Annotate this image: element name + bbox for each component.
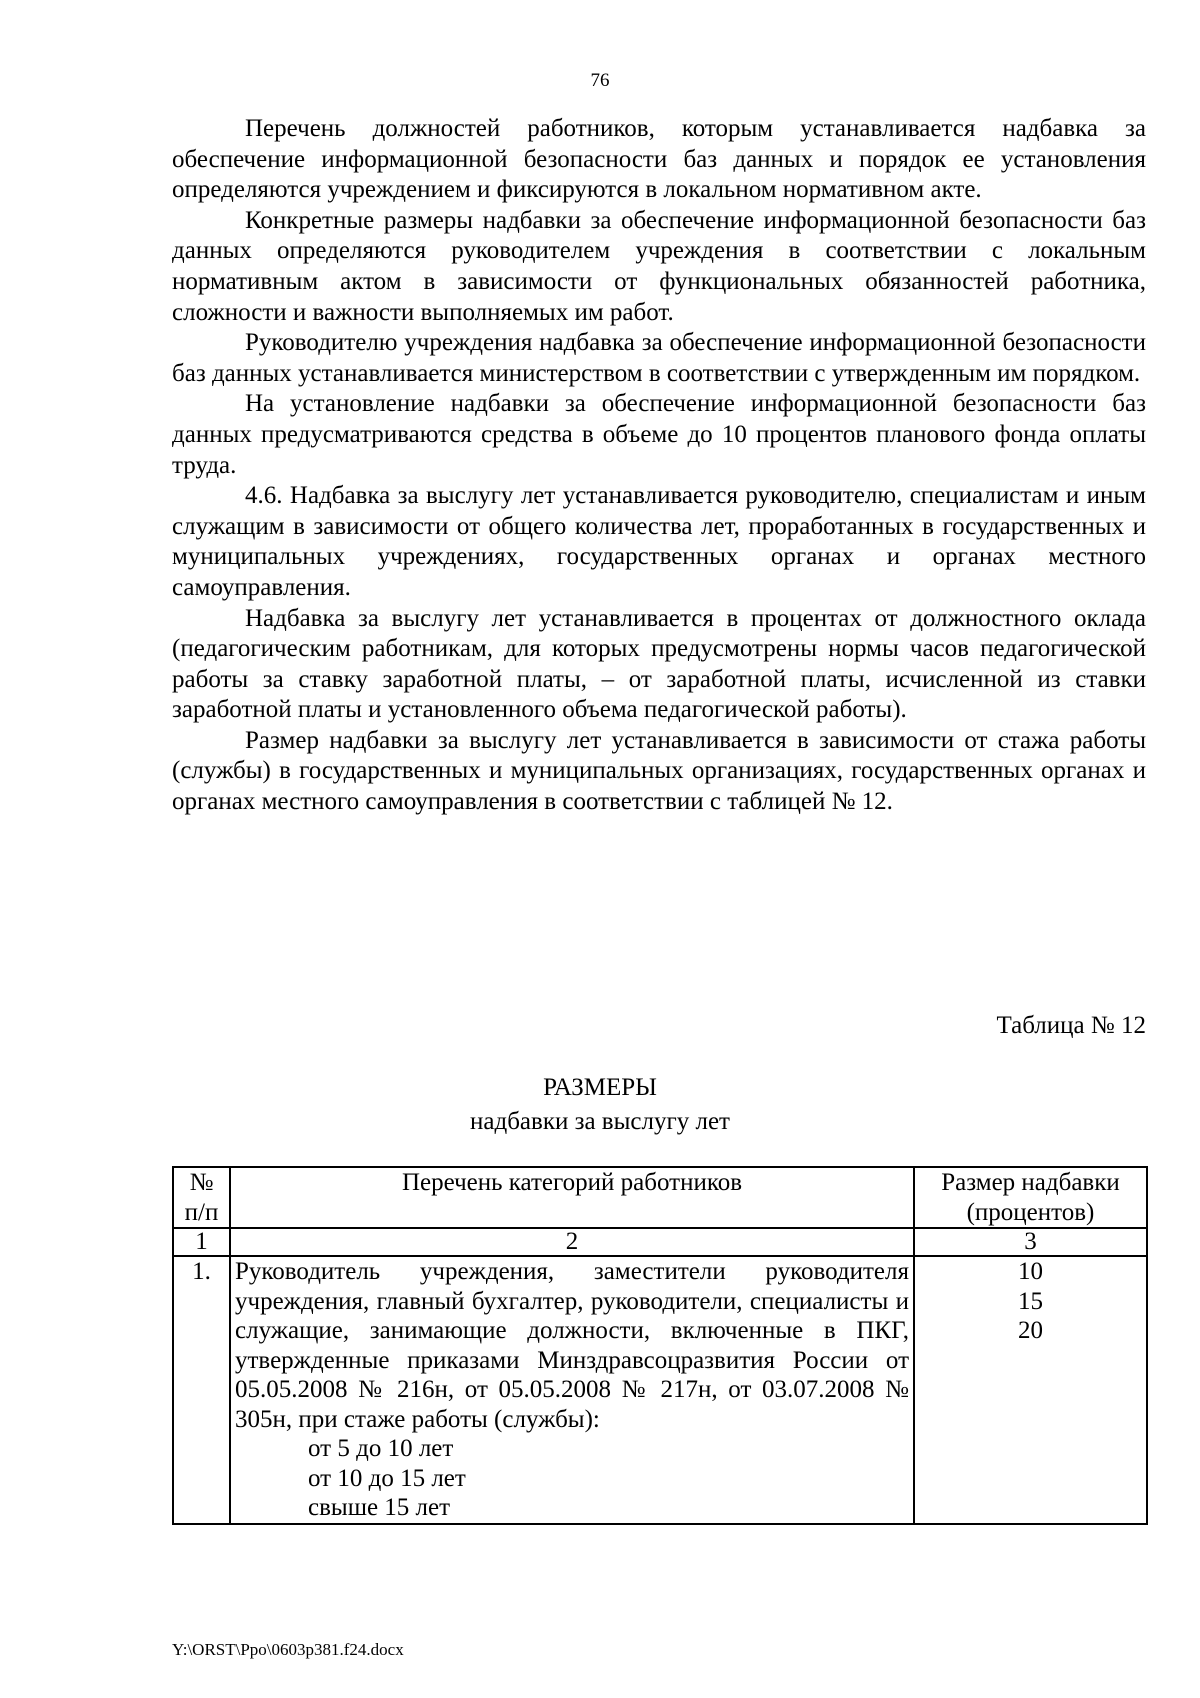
size-value-1: 10 bbox=[1018, 1258, 1043, 1285]
header-size-line1: Размер надбавки bbox=[941, 1169, 1120, 1196]
row-number: 1. bbox=[173, 1256, 230, 1524]
table-header-row bbox=[173, 1167, 1147, 1228]
header-size-line2: (процентов) bbox=[966, 1198, 1095, 1226]
seniority-range-3: свыше 15 лет bbox=[308, 1494, 451, 1521]
footer-file-path: Y:\ORST\Ppo\0603p381.f24.docx bbox=[172, 1640, 404, 1659]
index-cell-2: 2 bbox=[230, 1228, 914, 1256]
page-number: 76 bbox=[590, 70, 610, 91]
paragraph-5: 4.6. Надбавка за выслугу лет устанавливается руководителю, специалистам и иным служащим в зависимости от общего количества лет, проработанных в государственных и муниципальных учреждениях, государственных органах и органах местного самоуправления. bbox=[172, 482, 1146, 601]
paragraph-4: На установление надбавки за обеспечение информационной безопасности баз данных предусматриваются средства в объеме до 10 процентов планового фонда оплаты труда. bbox=[172, 390, 1146, 479]
row-category bbox=[230, 1256, 914, 1524]
table-row bbox=[173, 1256, 1147, 1524]
index-cell-3: 3 bbox=[914, 1228, 1147, 1256]
paragraph-1: Перечень должностей работников, которым устанавливается надбавка за обеспечение информационной безопасности баз данных и порядок ее установления определяются учреждением и фиксируются в локальном нормативном акте. bbox=[172, 115, 1146, 204]
header-size bbox=[914, 1167, 1147, 1228]
header-number-line2: п/п bbox=[184, 1198, 219, 1226]
table-heading bbox=[0, 1072, 1200, 1138]
header-number-line1: № bbox=[189, 1169, 214, 1196]
header-number bbox=[173, 1167, 230, 1228]
table-caption: Таблица № 12 bbox=[996, 1012, 1146, 1039]
paragraph-7: Размер надбавки за выслугу лет устанавливается в зависимости от стажа работы (службы) в государственных и муниципальных организациях, государственных органах и органах местного самоуправления в соответствии с таблицей № 12. bbox=[172, 726, 1146, 816]
paragraph-2: Конкретные размеры надбавки за обеспечение информационной безопасности баз данных определяются руководителем учреждения в соответствии с локальным нормативным актом в зависимости от функциональных обязанностей работника, сложности и важности выполняемых им работ. bbox=[172, 206, 1146, 326]
paragraph-6: Надбавка за выслугу лет устанавливается в процентах от должностного оклада (педагогическим работникам, для которых предусмотрены нормы часов педагогической работы за ставку заработной платы, – от заработной платы, исчисленной из ставки заработной платы и установленного объема педагогической работы). bbox=[172, 604, 1146, 724]
document-body bbox=[172, 114, 1146, 818]
header-category: Перечень категорий работников bbox=[230, 1167, 914, 1228]
index-cell-1: 1 bbox=[173, 1228, 230, 1256]
size-value-3: 20 bbox=[1018, 1317, 1043, 1344]
seniority-ranges bbox=[235, 1434, 909, 1523]
size-value-2: 15 bbox=[1018, 1287, 1043, 1315]
seniority-range-1: от 5 до 10 лет bbox=[308, 1435, 454, 1462]
row-category-text: Руководитель учреждения, заместители руководителя учреждения, главный бухгалтер, руководители, специалисты и служащие, занимающие должности, включенные в ПКГ, утвержденные приказами Минздравсоцразвития России от 05.05.2008 № 216н, от 05.05.2008 № 217н, от 03.07.2008 № 305н, при стаже работы (службы): bbox=[235, 1258, 909, 1433]
table-index-row bbox=[173, 1228, 1147, 1256]
table-subtitle: надбавки за выслугу лет bbox=[470, 1108, 730, 1135]
allowance-table bbox=[172, 1166, 1148, 1525]
paragraph-3: Руководителю учреждения надбавка за обеспечение информационной безопасности баз данных устанавливается министерством в соответствии с утвержденным им порядком. bbox=[172, 329, 1146, 387]
seniority-range-2: от 10 до 15 лет bbox=[308, 1464, 466, 1492]
row-sizes bbox=[914, 1256, 1147, 1524]
table-title: РАЗМЕРЫ bbox=[543, 1074, 657, 1101]
